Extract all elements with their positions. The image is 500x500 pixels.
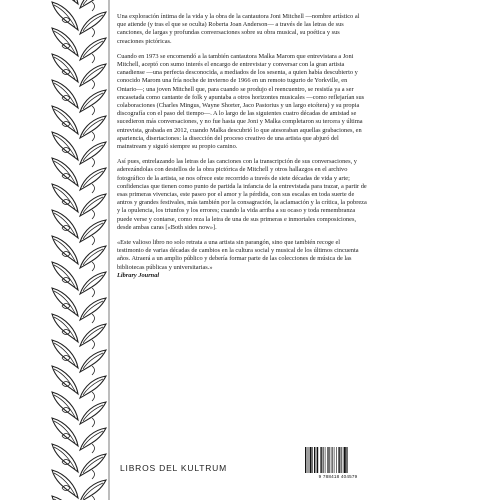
synopsis-paragraph-2: Cuando en 1973 se encomendó a la también cantautora Malka Marom que entrevistara a Joni Mitchell, aceptó con sumo interés el encargo de entrevistar y conversar con la gran artista canadiense —una perfecta desconocida, a mediados de los sesenta, a quien había descubierto y conocido Marom una fría noche de invierno de 1966 en un remoto tugurio de Yorkville, en Ontario—; una joven Mitchell que, para cuando se produjo el reencuentro, se resistía ya a ser encasetada como cantante de folk y apuntaba a otros horizontes musicales —como reflejarían sus colaboraciones (Charles Mingus, Wayne Shorter, Jaco Pastorius y un largo etcétera) y su propia discografía con el paso del tiempo—. A lo largo de las siguientes cuatro décadas de amistad se sucedieron más conversaciones, y no fue hasta que Joni y Malka completaron su tercera y última entrevista, grabada en 2012, cuando Malka descubrió lo que atesoraban aquellas grabaciones, en apariencia, disertaciones: la disección del proceso creativo de una artista que abjuró del mainstream y siguió siempre su propio camino. xyxy=(117,52,365,151)
press-quote-source: Library Journal xyxy=(117,271,160,279)
press-quote-text: «Este valioso libro no solo retrata a una artista sin parangón, sino que también recoge el testimonio de varias décadas de cambios en la cultura social y musical de los últimos cincuenta años. Atraerá a un amplio público y debería formar parte de las colecciones de música de las bibliotecas públicas y universitarias.» xyxy=(117,239,359,271)
decorative-floral-border xyxy=(48,0,110,500)
barcode-icon xyxy=(303,447,373,474)
press-quote xyxy=(117,239,367,280)
back-cover-synopsis xyxy=(117,13,367,287)
synopsis-paragraph-3: Así pues, entrelazando las letras de las canciones con la transcripción de sus conversaciones, y aderezándolas con destellos de la obra pictórica de Mitchell y otros hallazgos en el archivo fotográfico de la artista, se nos ofrece este recorrido a través de siete décadas de vida y arte; confidencias que tienen como punto de partida la infancia de la entrevistada para trazar, a partir de esas primeras vivencias, este paseo por el amor y la pérdida, con sus escalas en toda suerte de antros y grandes festivales, más también por la consagración, la aclamación y la crítica, la pobreza y la opulencia, los triunfos y los errores; cuando la vida arriba a su ocaso y toda remembranza puede verse y contarse, como reza la letra de una de sus primeras e inmortales composiciones, desde ambas caras [«Both sides now»]. xyxy=(117,158,367,231)
synopsis-paragraph-1: Una exploración íntima de la vida y la obra de la cantautora Joni Mitchell —nombre artístico al que atiende (y tras el que se oculta) Roberta Joan Anderson— a través de las letras de sus canciones, de largas y profundas conversaciones sobre su obra musical, su poética y sus creaciones pictóricas. xyxy=(117,13,360,45)
isbn-digits: 9 788418 404579 xyxy=(318,474,358,479)
isbn-barcode xyxy=(303,447,373,481)
publisher-name: LIBROS DEL KULTRUM xyxy=(120,463,227,473)
floral-pattern-icon xyxy=(48,0,110,500)
